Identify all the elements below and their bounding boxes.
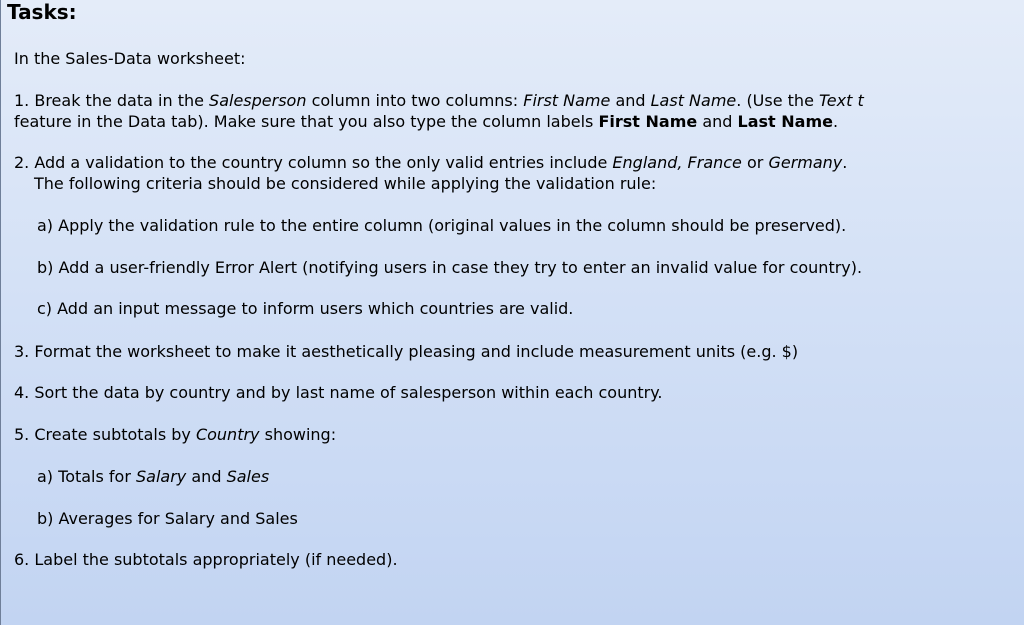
- task-3: [14, 341, 798, 362]
- first-name-label: First Name: [598, 112, 698, 131]
- task-2b-text: b) Add a user-friendly Error Alert (notifying users in case they try to enter an invalid value for country).: [37, 258, 863, 277]
- task-2-line-1: [14, 152, 847, 173]
- text-to-columns-term: Text t: [819, 91, 864, 110]
- task-6: [14, 549, 398, 570]
- task-2-text: The following criteria should be considered while applying the validation rule:: [34, 174, 657, 193]
- task-1-text: 1. Break the data in the: [14, 91, 210, 110]
- task-2a-text: a) Apply the validation rule to the entire column (original values in the column should be preserved).: [37, 216, 847, 235]
- task-2a: [37, 215, 846, 236]
- last-name-term: Last Name: [650, 91, 737, 110]
- salesperson-term: Salesperson: [209, 91, 307, 110]
- task-5-text: 5. Create subtotals by: [14, 425, 196, 444]
- task-1-text: . (Use the: [736, 91, 819, 110]
- task-5a-text: and: [186, 467, 227, 486]
- task-5b: [37, 508, 298, 529]
- first-name-term: First Name: [523, 91, 611, 110]
- task-6-text: 6. Label the subtotals appropriately (if needed).: [14, 550, 398, 569]
- task-2c-text: c) Add an input message to inform users which countries are valid.: [37, 299, 574, 318]
- salary-term: Salary: [136, 467, 187, 486]
- task-1-line-2: [14, 111, 838, 132]
- sales-term: Sales: [226, 467, 270, 486]
- last-name-label: Last Name: [737, 112, 833, 131]
- germany-term: Germany: [768, 153, 843, 172]
- task-2c: [37, 298, 573, 319]
- task-1-text: and: [610, 91, 651, 110]
- task-4: [14, 382, 662, 403]
- task-5: [14, 424, 336, 445]
- task-1-text: .: [832, 112, 839, 131]
- task-1-text: feature in the Data tab). Make sure that you also type the column labels: [14, 112, 599, 131]
- intro-label: In the Sales-Data worksheet:: [14, 49, 246, 68]
- task-5b-text: b) Averages for Salary and Sales: [37, 509, 298, 528]
- task-2-text: 2. Add a validation to the country column so the only valid entries include: [14, 153, 613, 172]
- tasks-heading: Tasks:: [7, 0, 77, 24]
- task-2-text: .: [842, 153, 848, 172]
- task-5a-text: a) Totals for: [37, 467, 137, 486]
- task-1-text: and: [697, 112, 738, 131]
- intro-text: [14, 48, 245, 69]
- task-3-text: 3. Format the worksheet to make it aesthetically pleasing and include measurement units (e.g. $): [14, 342, 799, 361]
- task-2b: [37, 257, 862, 278]
- task-5-text: showing:: [259, 425, 337, 444]
- task-4-text: 4. Sort the data by country and by last name of salesperson within each country.: [14, 383, 663, 402]
- task-2-text: or: [741, 153, 769, 172]
- task-1-line-1: [14, 90, 864, 111]
- task-5a: [37, 466, 269, 487]
- country-term: Country: [195, 425, 260, 444]
- task-1-text: column into two columns:: [306, 91, 524, 110]
- countries-term: England, France: [612, 153, 742, 172]
- task-2-line-2: [34, 173, 656, 194]
